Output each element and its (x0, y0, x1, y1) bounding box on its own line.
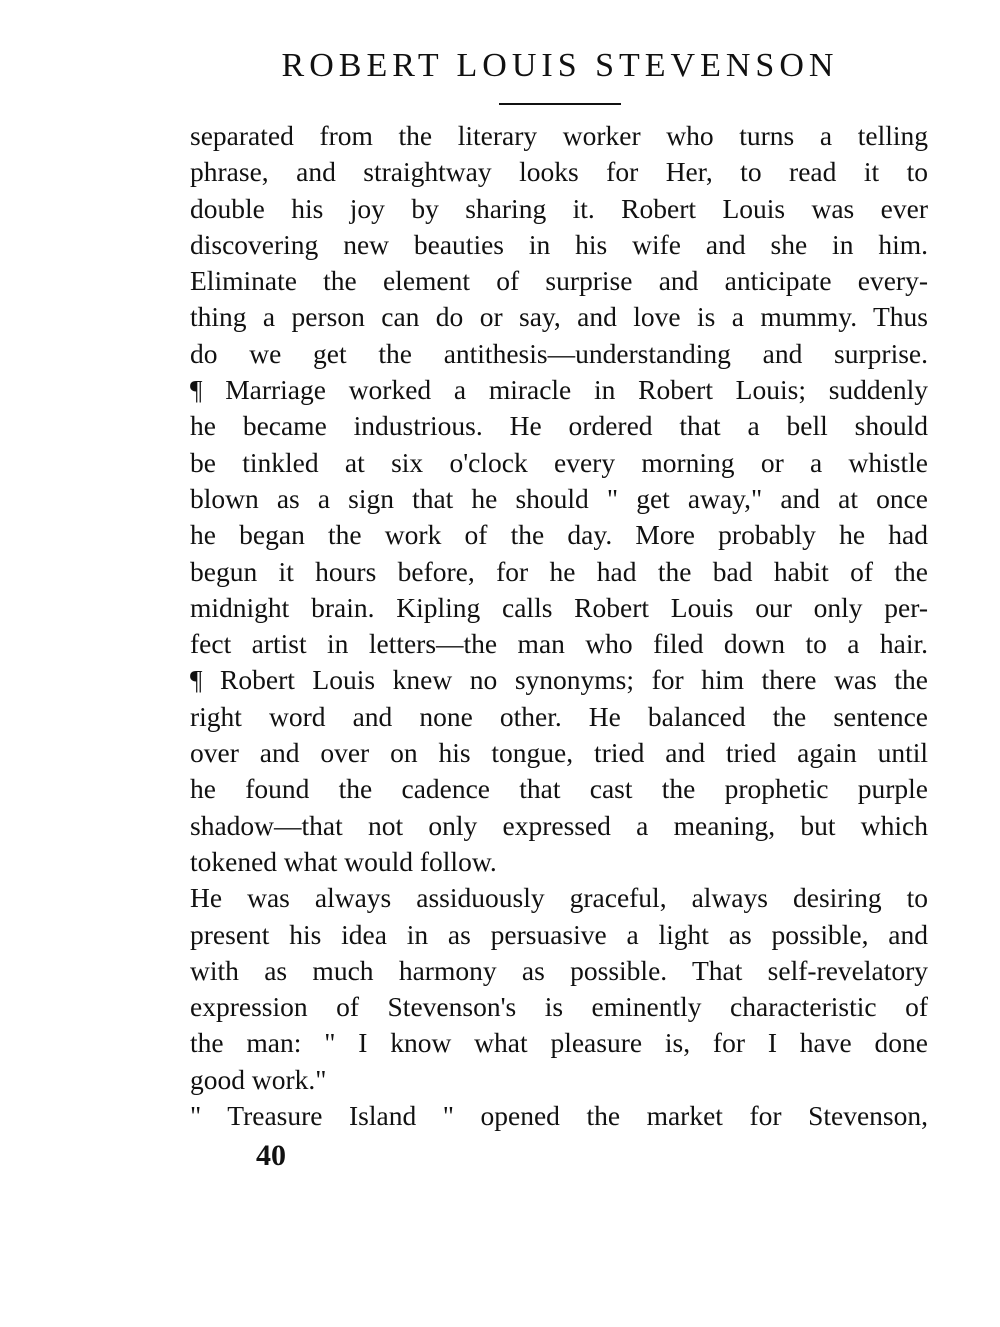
text-line: right word and none other. He balanced the sentence (190, 700, 928, 732)
text-line: fect artist in letters—the man who filed down to a hair. (190, 628, 928, 660)
head-rule (499, 103, 621, 105)
text-line: expression of Stevenson's is eminently characteristic of (190, 991, 928, 1023)
text-line: discovering new beauties in his wife and she in him. (190, 228, 928, 260)
page-number: 40 (256, 1139, 286, 1172)
text-line: He was always assiduously graceful, always desiring to (190, 882, 928, 914)
text-line: good work." (190, 1063, 327, 1095)
text-line: he became industrious. He ordered that a bell should (190, 410, 928, 442)
text-line: ¶ Robert Louis knew no synonyms; for him there was the (190, 664, 928, 696)
text-line: with as much harmony as possible. That self-revelatory (190, 954, 928, 986)
text-line: " Treasure Island " opened the market for Stevenson, (190, 1100, 928, 1132)
text-line: the man: " I know what pleasure is, for I have done (190, 1027, 928, 1059)
text-line: double his joy by sharing it. Robert Louis was ever (190, 192, 928, 224)
text-line: thing a person can do or say, and love is a mummy. Thus (190, 301, 928, 333)
text-line: do we get the antithesis—understanding and surprise. (190, 337, 928, 369)
text-line: separated from the literary worker who turns a telling (190, 120, 928, 151)
text-line: tokened what would follow. (190, 845, 497, 877)
text-line: ¶ Marriage worked a miracle in Robert Louis; suddenly (190, 374, 928, 406)
text-line: midnight brain. Kipling calls Robert Louis our only per- (190, 591, 928, 623)
text-line: shadow—that not only expressed a meaning, but which (190, 809, 928, 841)
text-line: blown as a sign that he should " get away," and at once (190, 482, 928, 514)
body-text (190, 118, 928, 1134)
text-line: over and over on his tongue, tried and tried again until (190, 737, 928, 769)
text-line: present his idea in as persuasive a light as possible, and (190, 918, 928, 950)
text-line: Eliminate the element of surprise and anticipate every- (190, 265, 928, 297)
text-line: he began the work of the day. More probably he had (190, 519, 928, 551)
running-head: ROBERT LOUIS STEVENSON (281, 47, 839, 84)
text-line: he found the cadence that cast the prophetic purple (190, 773, 928, 805)
text-line: phrase, and straightway looks for Her, to read it to (190, 156, 928, 188)
text-line: begun it hours before, for he had the bad habit of the (190, 555, 928, 587)
text-line: be tinkled at six o'clock every morning or a whistle (190, 446, 928, 478)
